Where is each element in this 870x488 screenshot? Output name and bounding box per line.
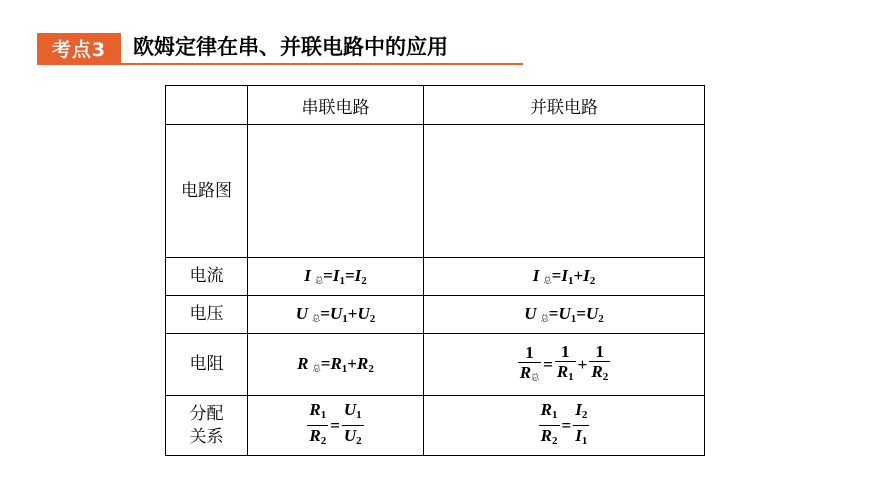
fraction-r1-over-r2: $\frac{R_1}{R_2}$ bbox=[307, 401, 328, 450]
row-label-voltage: 电压 bbox=[166, 296, 248, 334]
parallel-ratio-formula: $\frac{R_1}{R_2}$ = $\frac{I_2}{I_1}$ bbox=[424, 396, 705, 456]
column-header-series: 串联电路 bbox=[248, 86, 424, 125]
corner-cell bbox=[166, 86, 248, 125]
fraction-i2-over-i1: $\frac{I_2}{I_1}$ bbox=[573, 401, 589, 450]
series-resistance-formula: R 总$=R_1+R_2$ bbox=[248, 334, 424, 396]
table-row bbox=[166, 125, 705, 258]
series-ratio-formula: $\frac{R_1}{R_2}$ = $\frac{U_1}{U_2}$ bbox=[248, 396, 424, 456]
row-label-ratio: 分配 关系 bbox=[166, 396, 248, 456]
row-label-diagram: 电路图 bbox=[166, 125, 248, 258]
fraction-u1-over-u2: $\frac{U_1}{U_2}$ bbox=[342, 401, 364, 450]
table-row bbox=[166, 86, 705, 125]
parallel-voltage-formula: U 总$=U_1=U_2$ bbox=[424, 296, 705, 334]
parallel-resistance-formula: $\frac{1}{\text{R总}}$ = $\frac{1}{R_1}$ + $\frac{1}{R_2}$ bbox=[424, 334, 705, 396]
table-row bbox=[166, 334, 705, 396]
formula-table bbox=[165, 85, 705, 456]
row-label-current: 电流 bbox=[166, 258, 248, 296]
series-voltage-formula: U 总$=U_1+U_2$ bbox=[248, 296, 424, 334]
fraction-one-over-r-total: $\frac{1}{\text{R总}}$ bbox=[518, 344, 541, 386]
fraction-r1-over-r2: $\frac{R_1}{R_2}$ bbox=[539, 401, 560, 450]
series-diagram-cell bbox=[248, 125, 424, 258]
fraction-one-over-r2: $\frac{1}{R_2}$ bbox=[589, 343, 610, 386]
parallel-current-formula: I 总$=I_1+I_2$ bbox=[424, 258, 705, 296]
fraction-one-over-r1: $\frac{1}{R_1}$ bbox=[555, 343, 576, 386]
table-row bbox=[166, 396, 705, 456]
parallel-diagram-cell bbox=[424, 125, 705, 258]
row-label-resistance: 电阻 bbox=[166, 334, 248, 396]
table-row bbox=[166, 296, 705, 334]
title-underline bbox=[37, 63, 523, 65]
table-row bbox=[166, 258, 705, 296]
column-header-parallel: 并联电路 bbox=[424, 86, 705, 125]
page-title: 欧姆定律在串、并联电路中的应用 bbox=[133, 35, 448, 59]
series-current-formula: I 总$=I_1=I_2$ bbox=[248, 258, 424, 296]
topic-badge: 考点3 bbox=[37, 33, 121, 63]
